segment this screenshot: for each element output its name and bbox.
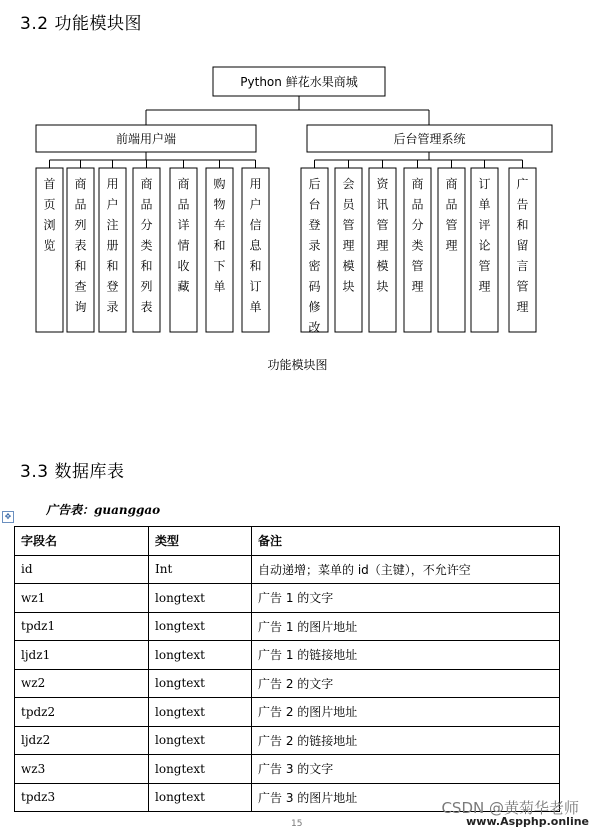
module-label: 首页浏览 (43, 177, 56, 253)
header-type: 类型 (149, 527, 252, 556)
module-label: 商品详情收藏 (177, 177, 190, 294)
field-name-cell: ljdz2 (15, 726, 149, 755)
remark-cell: 广告 2 的文字 (252, 669, 560, 698)
table-row (15, 641, 560, 670)
root-label: Python 鲜花水果商城 (240, 75, 358, 89)
remark-cell: 广告 1 的文字 (252, 584, 560, 613)
move-handle-icon[interactable]: ✥ (2, 511, 14, 523)
type-cell: longtext (149, 641, 252, 670)
type-cell: longtext (149, 755, 252, 784)
table-row (15, 555, 560, 584)
module-label: 商品分类管理 (411, 177, 424, 294)
module-label: 商品分类和列表 (140, 177, 153, 314)
remark-cell: 广告 3 的文字 (252, 755, 560, 784)
module-label: 会员管理模块 (342, 177, 355, 294)
remark-cell: 广告 1 的图片地址 (252, 612, 560, 641)
type-cell: Int (149, 555, 252, 584)
module-label: 资讯管理模块 (376, 177, 389, 294)
table-row (15, 612, 560, 641)
remark-cell: 广告 3 的图片地址 (252, 783, 560, 812)
type-cell: longtext (149, 698, 252, 727)
field-name-cell: tpdz3 (15, 783, 149, 812)
table-row (15, 755, 560, 784)
type-cell: longtext (149, 612, 252, 641)
page-number: 15 (291, 819, 303, 829)
table-row (15, 584, 560, 613)
header-field-name: 字段名 (15, 527, 149, 556)
csdn-watermark: CSDN @黄菊华老师 (441, 799, 579, 817)
type-cell: longtext (149, 783, 252, 812)
remark-cell: 广告 1 的链接地址 (252, 641, 560, 670)
function-module-diagram (0, 60, 595, 340)
module-label: 广告和留言管理 (516, 177, 529, 314)
table-title: 广告表：guanggao (46, 503, 161, 517)
field-name-cell: wz3 (15, 755, 149, 784)
diagram-caption: 功能模块图 (267, 358, 328, 372)
module-label: 用户注册和登录 (106, 177, 119, 314)
type-cell: longtext (149, 726, 252, 755)
field-name-cell: ljdz1 (15, 641, 149, 670)
field-name-cell: wz1 (15, 584, 149, 613)
field-name-cell: wz2 (15, 669, 149, 698)
remark-cell: 广告 2 的图片地址 (252, 698, 560, 727)
type-cell: longtext (149, 669, 252, 698)
module-label: 商品管理 (445, 177, 458, 253)
remark-cell: 广告 2 的链接地址 (252, 726, 560, 755)
table-row (15, 726, 560, 755)
field-name-cell: id (15, 555, 149, 584)
module-label: 后台登录密码修改 (308, 177, 321, 335)
table-row (15, 698, 560, 727)
module-label: 商品列表和查询 (74, 177, 87, 314)
section-heading-database: 3.3 数据库表 (20, 462, 125, 482)
type-cell: longtext (149, 584, 252, 613)
group-label: 后台管理系统 (393, 132, 466, 146)
group-label: 前端用户端 (115, 132, 177, 146)
table-header-row (15, 527, 560, 556)
header-remark: 备注 (252, 527, 560, 556)
field-name-cell: tpdz2 (15, 698, 149, 727)
remark-cell: 自动递增；菜单的 id（主键），不允许空 (252, 555, 560, 584)
table-row (15, 669, 560, 698)
module-label: 订单评论管理 (478, 177, 491, 294)
guanggao-table (14, 526, 560, 812)
field-name-cell: tpdz1 (15, 612, 149, 641)
module-label: 用户信息和订单 (249, 177, 262, 314)
section-heading-function-diagram: 3.2 功能模块图 (20, 14, 142, 34)
site-watermark: www.Aspphp.online (466, 815, 589, 828)
module-label: 购物车和下单 (213, 177, 226, 294)
